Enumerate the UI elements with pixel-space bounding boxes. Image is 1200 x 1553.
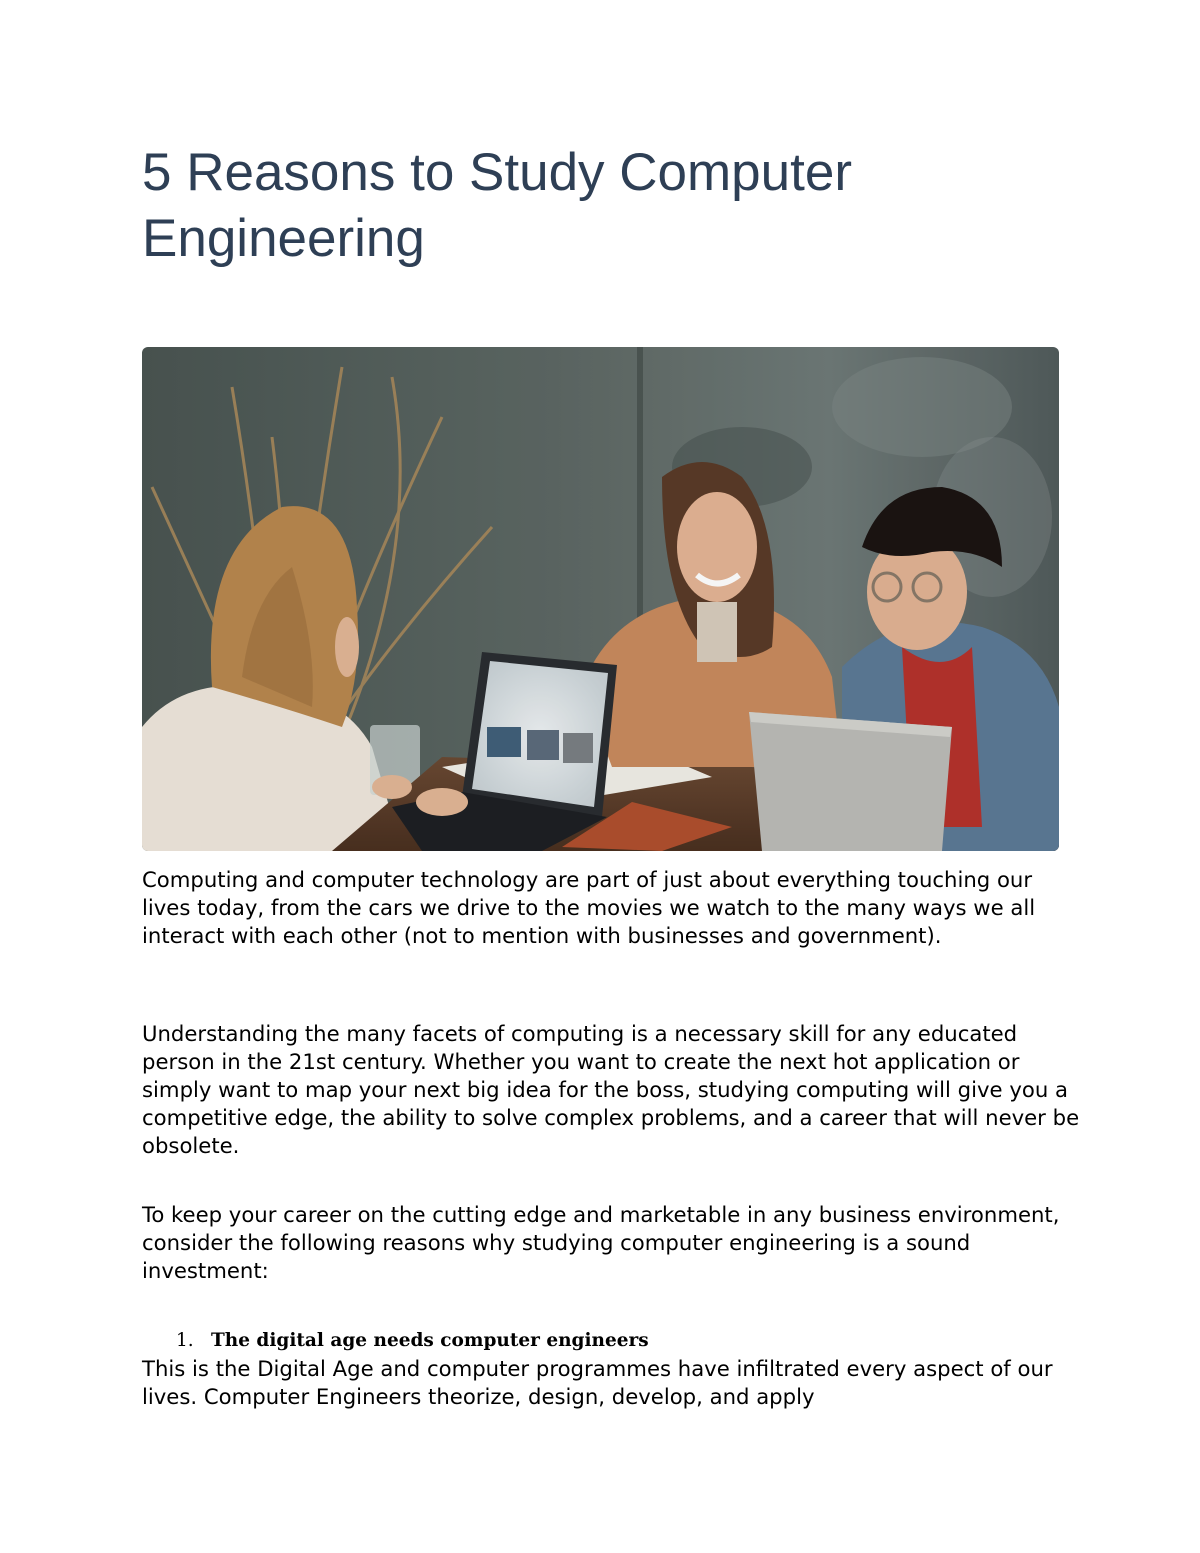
reasons-intro-paragraph: To keep your career on the cutting edge and marketable in any business environment, consider the following reasons why studying computer engineering is a sound investment:	[142, 1202, 1060, 1283]
list-item-number: 1.	[176, 1330, 194, 1351]
intro-paragraph: Computing and computer technology are part of just about everything touching our lives today, from the cars we drive to the movies we watch to the many ways we all interact with each other (not to mention with businesses and government).	[142, 867, 1036, 948]
page-title: 5 Reasons to Study Computer Engineering	[142, 143, 852, 268]
list-item-label: The digital age needs computer engineers	[211, 1330, 649, 1351]
list-item	[176, 1328, 649, 1354]
skills-paragraph: Understanding the many facets of computing is a necessary skill for any educated person in the 21st century. Whether you want to create the next hot application or simply want to map your next big idea for the boss, studying computing will give you a competitive edge, the ability to solve complex problems, and a career that will never be obsolete.	[142, 1021, 1080, 1158]
digital-age-paragraph: This is the Digital Age and computer programmes have infiltrated every aspect of our lives. Computer Engineers theorize, design, develop, and apply	[142, 1356, 1053, 1409]
hero-photo	[142, 347, 1059, 851]
